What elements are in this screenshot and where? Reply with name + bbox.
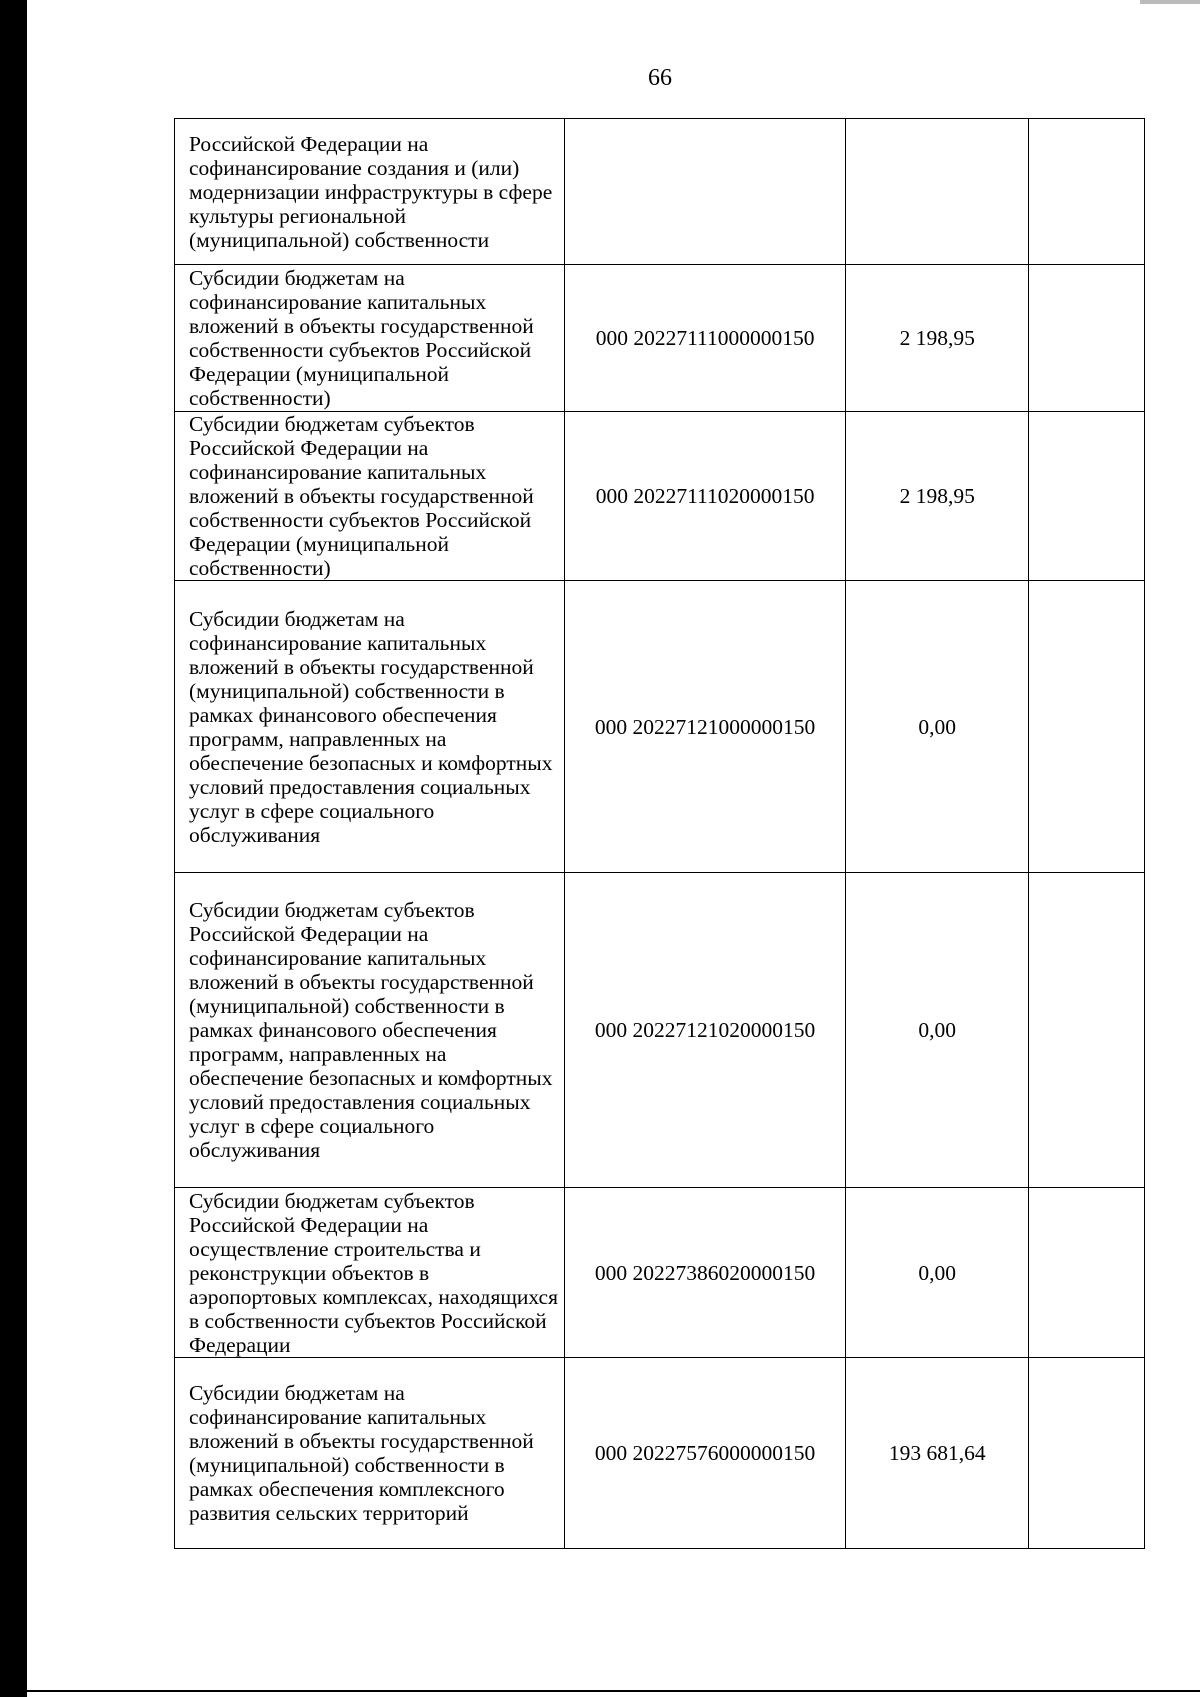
row-name-cell: Субсидии бюджетам на софинансирование капитальных вложений в объекты государственной собственности субъектов Российской Федерации (муниципальной собственности) (175, 265, 565, 412)
row-extra-cell (1029, 412, 1145, 581)
row-code-cell: 000 20227121020000150 (565, 873, 846, 1188)
row-extra-cell (1029, 1358, 1145, 1549)
row-name-cell: Субсидии бюджетам субъектов Российской Федерации на софинансирование капитальных вложений в объекты государственной (муниципальной) собственности в рамках финансового обеспечения программ, направленных на обеспечение безопасных и комфортных условий предоставления социальных услуг в сфере социального обслуживания (175, 873, 565, 1188)
row-amount-cell: 193 681,64 (845, 1358, 1028, 1549)
row-name-cell: Российской Федерации на софинансирование создания и (или) модернизации инфраструктуры в сфере культуры региональной (муниципальной) собственности (175, 119, 565, 265)
table-row (175, 581, 1145, 873)
row-code-cell: 000 20227386020000150 (565, 1188, 846, 1358)
row-amount-cell: 0,00 (845, 581, 1028, 873)
row-name-cell: Субсидии бюджетам на софинансирование капитальных вложений в объекты государственной (муниципальной) собственности в рамках финансового обеспечения программ, направленных на обеспечение безопасных и комфортных условий предоставления социальных услуг в сфере социального обслуживания (175, 581, 565, 873)
row-extra-cell (1029, 265, 1145, 412)
row-code-cell: 000 20227121000000150 (565, 581, 846, 873)
table-row (175, 265, 1145, 412)
row-extra-cell (1029, 581, 1145, 873)
table-row (175, 412, 1145, 581)
row-amount-cell: 2 198,95 (845, 412, 1028, 581)
table-row (175, 1358, 1145, 1549)
table-row (175, 1188, 1145, 1358)
row-name-cell: Субсидии бюджетам субъектов Российской Федерации на осуществление строительства и реконструкции объектов в аэропортовых комплексах, находящихся в собственности субъектов Российской Федерации (175, 1188, 565, 1358)
scan-bottom-edge (27, 1690, 1200, 1692)
row-name-cell: Субсидии бюджетам субъектов Российской Федерации на софинансирование капитальных вложений в объекты государственной собственности субъектов Российской Федерации (муниципальной собственности) (175, 412, 565, 581)
table-row (175, 873, 1145, 1188)
row-name-cell: Субсидии бюджетам на софинансирование капитальных вложений в объекты государственной (муниципальной) собственности в рамках обеспечения комплексного развития сельских территорий (175, 1358, 565, 1549)
row-extra-cell (1029, 119, 1145, 265)
row-amount-cell (845, 119, 1028, 265)
page-number: 66 (648, 65, 672, 91)
row-amount-cell: 0,00 (845, 873, 1028, 1188)
revenue-table (174, 118, 1145, 1549)
row-amount-cell: 2 198,95 (845, 265, 1028, 412)
table-row (175, 119, 1145, 265)
row-code-cell: 000 20227111020000150 (565, 412, 846, 581)
row-code-cell (565, 119, 846, 265)
row-extra-cell (1029, 873, 1145, 1188)
scan-left-edge (0, 0, 27, 1697)
row-code-cell: 000 20227111000000150 (565, 265, 846, 412)
row-extra-cell (1029, 1188, 1145, 1358)
scan-corner-mark (1140, 0, 1200, 4)
row-code-cell: 000 20227576000000150 (565, 1358, 846, 1549)
row-amount-cell: 0,00 (845, 1188, 1028, 1358)
